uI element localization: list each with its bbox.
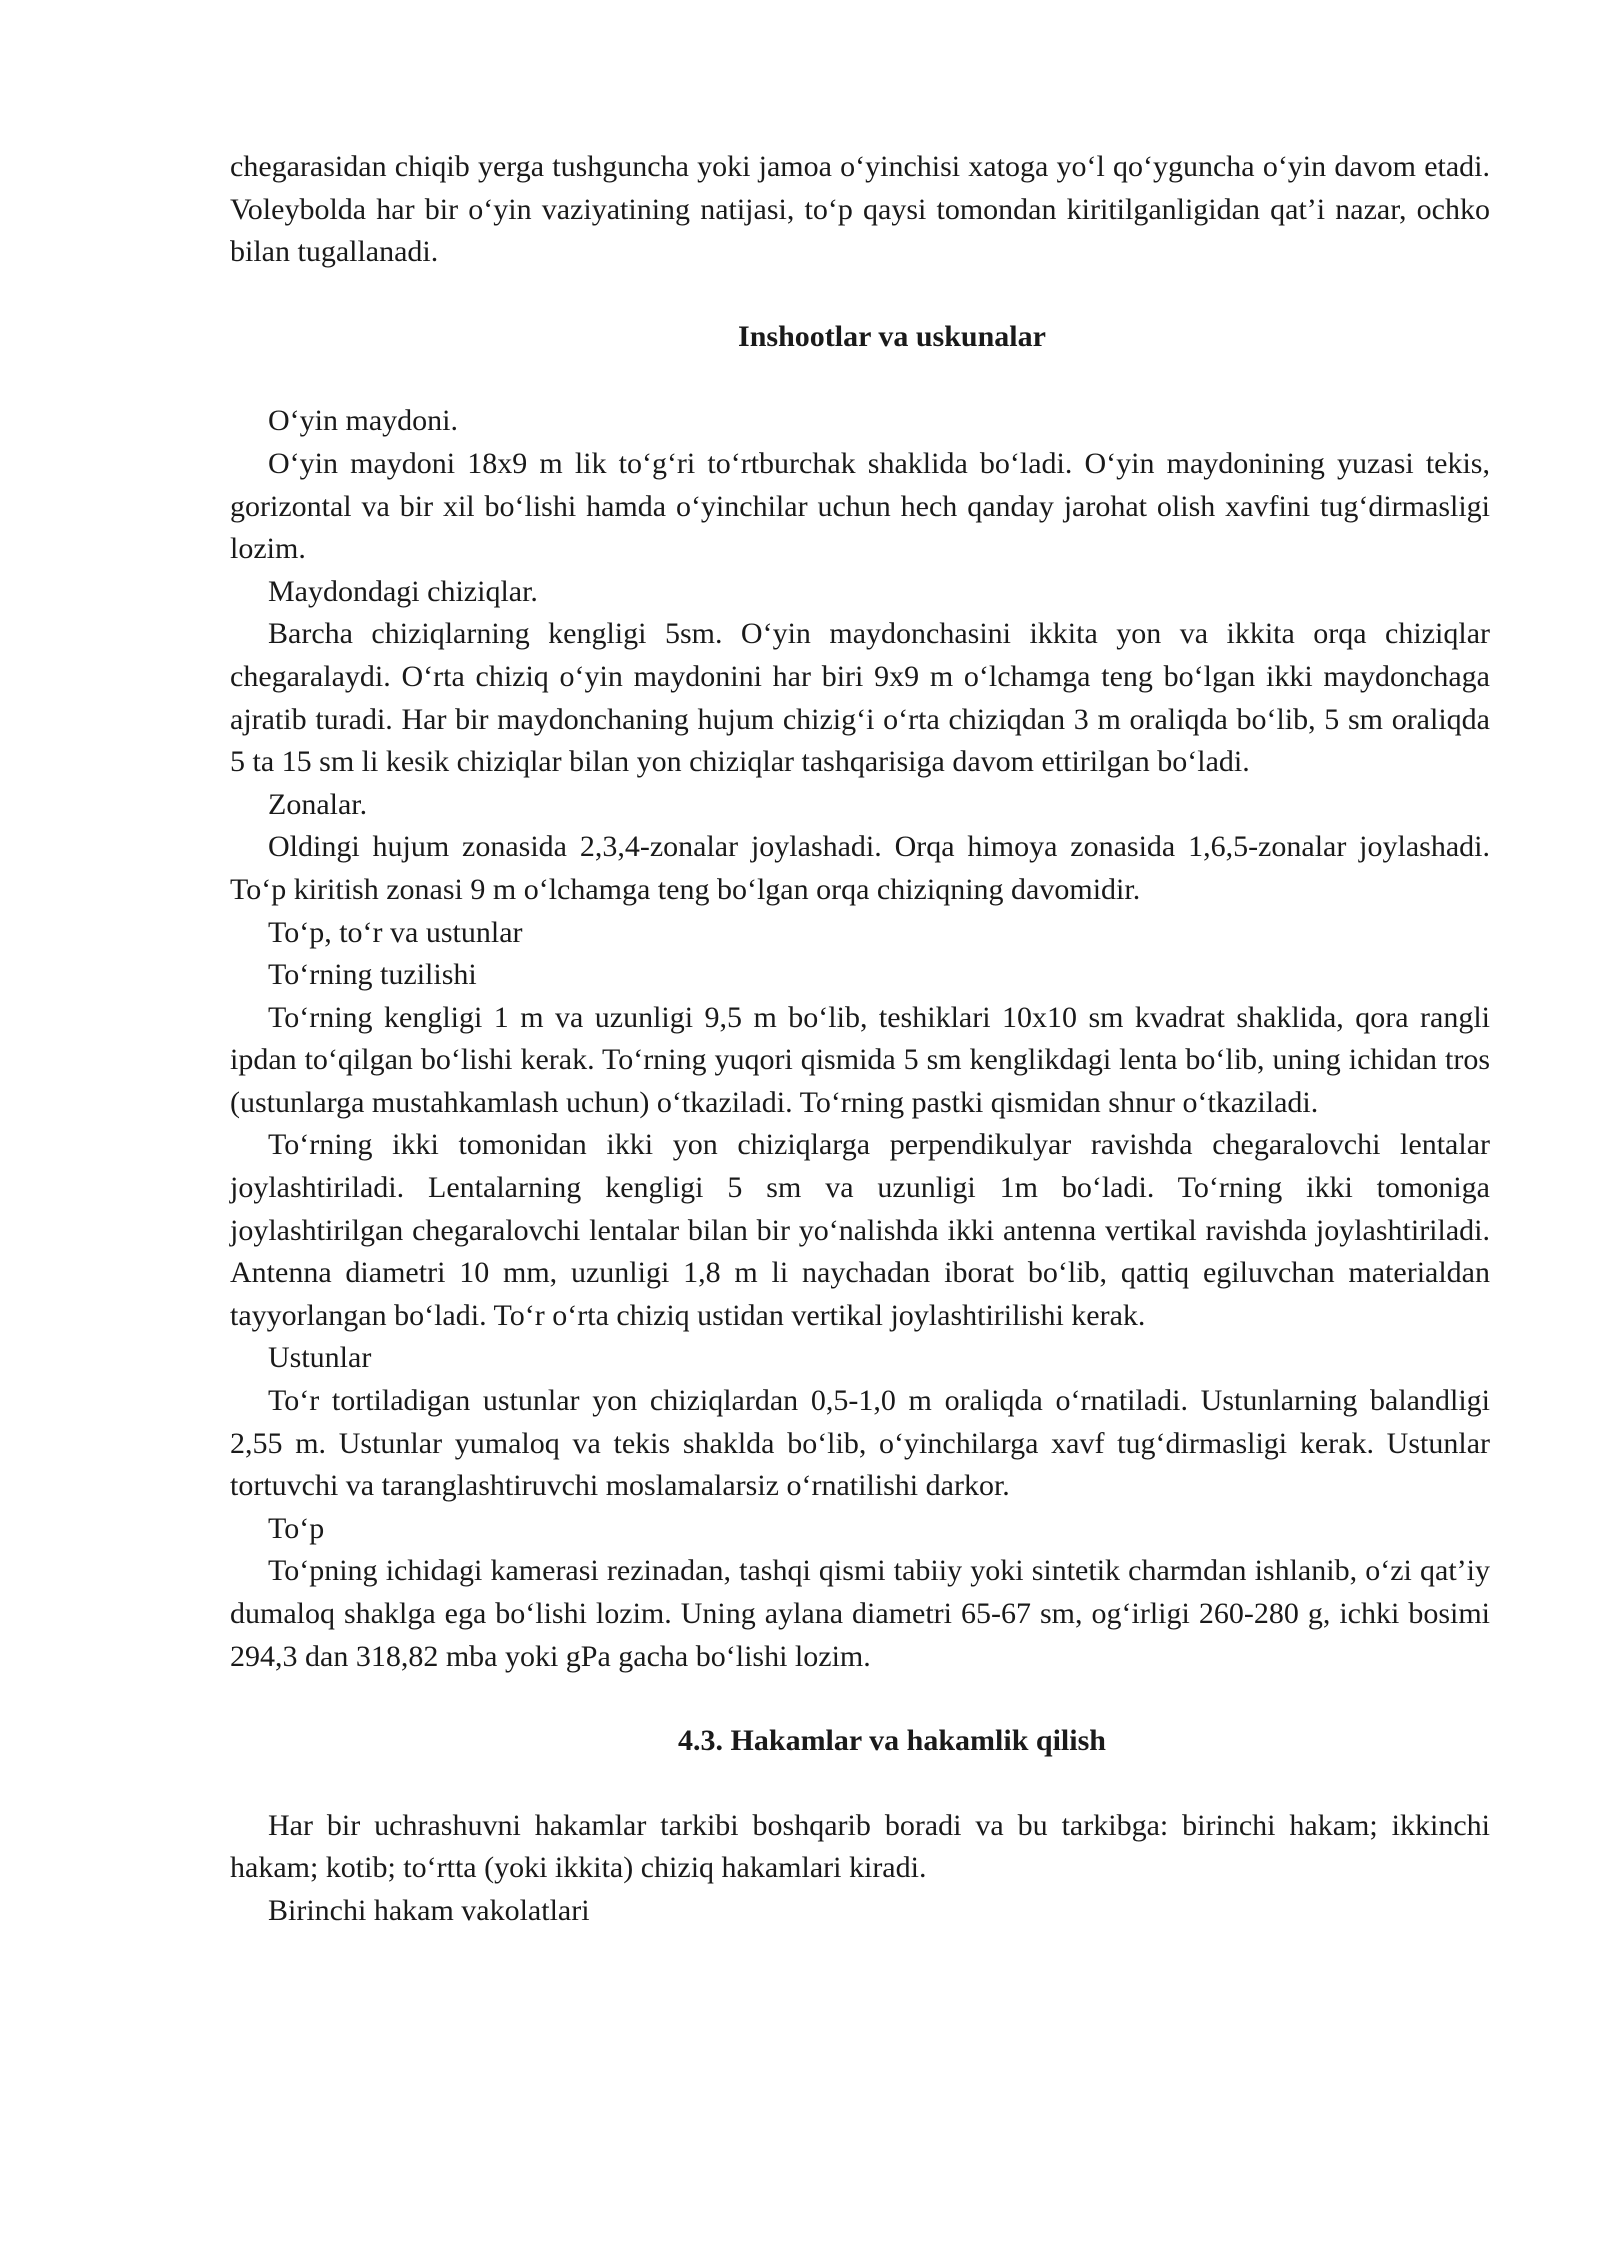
paragraph-zones: Oldingi hujum zonasida 2,3,4-zonalar joylashadi. Orqa himoya zonasida 1,6,5-zonalar joylashadi. To‘p kiritish zonasi 9 m o‘lchamga teng bo‘lgan orqa chiziqning davomidir. <box>230 830 1490 906</box>
paragraph-ball: To‘pning ichidagi kamerasi rezinadan, tashqi qismi tabiiy yoki sintetik charmdan ishlanib, o‘zi qat’iy dumaloq shaklga ega bo‘lishi lozim. Uning aylana diametri 65-67 sm, og‘irligi 260-280 g, ichki bosimi 294,3 dan 318,82 mba yoki gPa gacha bo‘lishi lozim. <box>230 1554 1490 1673</box>
intro-paragraph: chegarasidan chiqib yerga tushguncha yoki jamoa o‘yinchisi xatoga yo‘l qo‘yguncha o‘yin davom etadi. Voleybolda har bir o‘yin vaziyatining natijasi, to‘p qaysi tomondan kiritilganligidan qat’i nazar, ochko bilan tugallanadi. <box>230 150 1490 269</box>
paragraph-court: O‘yin maydoni 18x9 m lik to‘g‘ri to‘rtburchak shaklida bo‘ladi. O‘yin maydonining yuzasi tekis, gorizontal va bir xil bo‘lishi hamda o‘yinchilar uchun hech qanday jarohat olish xavfini tug‘dirmasligi lozim. <box>230 446 1490 566</box>
subheading-ball: To‘p <box>268 1511 325 1545</box>
paragraph-lines: Barcha chiziqlarning kengligi 5sm. O‘yin maydonchasini ikkita yon va ikkita orqa chiziqlar chegaralaydi. O‘rta chiziq o‘yin maydonini har biri 9x9 m o‘lchamga teng bo‘lgan ikki maydonchaga ajratib turadi. Har bir maydonchaning hujum chizig‘i o‘rta chiziqdan 3 m oraliqda bo‘lib, 5 sm oraliqda 5 ta 15 sm li kesik chiziqlar bilan yon chiziqlar tashqarisiga davom ettirilgan bo‘ladi. <box>230 617 1490 779</box>
section-heading-referees: 4.3. Hakamlar va hakamlik qilish <box>678 1724 1106 1758</box>
paragraph-posts: To‘r tortiladigan ustunlar yon chiziqlardan 0,5-1,0 m oraliqda o‘rnatiladi. Ustunlarning balandligi 2,55 m. Ustunlar yumaloq va tekis shaklda bo‘lib, o‘yinchilarga xavf tug‘dirmasligi kerak. Ustunlar tortuvchi va taranglashtiruvchi moslamalarsiz o‘rnatilishi darkor. <box>230 1384 1490 1503</box>
subheading-court: O‘yin maydoni. <box>268 404 458 438</box>
subheading-net-structure: To‘rning tuzilishi <box>268 958 477 992</box>
section-heading-facilities: Inshootlar va uskunalar <box>738 319 1046 353</box>
paragraph-referee-team: Har bir uchrashuvni hakamlar tarkibi boshqarib boradi va bu tarkibga: birinchi hakam; ikkinchi hakam; kotib; to‘rtta (yoki ikkita) chiziq hakamlari kiradi. <box>230 1808 1490 1885</box>
paragraph-net-structure: To‘rning kengligi 1 m va uzunligi 9,5 m bo‘lib, teshiklari 10x10 sm kvadrat shaklida, qora rangli ipdan to‘qilgan bo‘lishi kerak. To‘rning yuqori qismida 5 sm kenglikdagi lenta bo‘lib, uning ichidan tros (ustunlarga mustahkamlash uchun) o‘tkaziladi. To‘rning pastki qismidan shnur o‘tkaziladi. <box>230 1000 1490 1119</box>
document-page <box>230 146 1490 1933</box>
subheading-zones: Zonalar. <box>268 787 368 821</box>
subheading-first-referee: Birinchi hakam vakolatlari <box>268 1893 590 1927</box>
subheading-posts: Ustunlar <box>268 1341 372 1375</box>
subheading-ball-net-posts: To‘p, to‘r va ustunlar <box>268 915 523 949</box>
paragraph-net-antennas: To‘rning ikki tomonidan ikki yon chiziqlarga perpendikulyar ravishda chegaralovchi lentalar joylashtiriladi. Lentalarning kengligi 5 sm va uzunligi 1m bo‘ladi. To‘rning ikki tomoniga joylashtirilgan chegaralovchi lentalar bilan bir yo‘nalishda ikki antenna vertikal ravishda joylashtiriladi. Antenna diametri 10 mm, uzunligi 1,8 m li naychadan iborat bo‘lib, qattiq egiluvchan materialdan tayyorlangan bo‘ladi. To‘r o‘rta chiziq ustidan vertikal joylashtirilishi kerak. <box>230 1128 1490 1332</box>
subheading-lines: Maydondagi chiziqlar. <box>268 574 538 608</box>
